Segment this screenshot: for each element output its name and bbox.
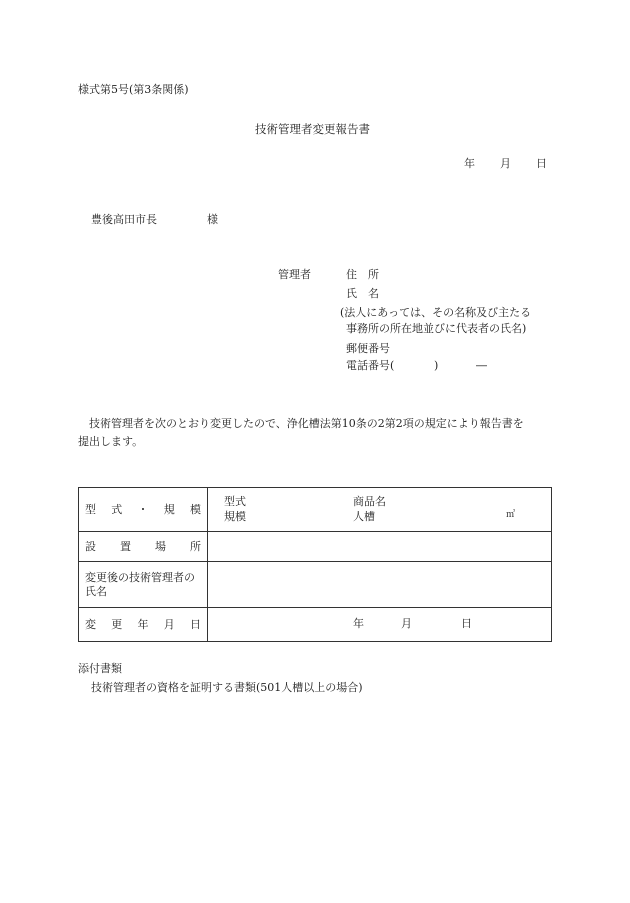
change-month-label: 月 <box>401 617 412 630</box>
table-row <box>79 532 552 562</box>
report-table <box>78 487 552 642</box>
change-date-label: 変更年月日 <box>85 617 201 631</box>
postal-code-label: 郵便番号 <box>346 342 390 355</box>
name-label: 氏 名 <box>346 287 379 300</box>
change-day-label: 日 <box>461 617 472 630</box>
capacity-label: 人槽 <box>353 510 375 523</box>
table-row <box>79 562 552 608</box>
model-scale-value-cell[interactable] <box>208 488 552 532</box>
date-month-label: 月 <box>500 157 511 170</box>
body-text-line1: 技術管理者を次のとおり変更したので、浄化槽法第10条の2第2項の規定により報告書を <box>78 417 524 430</box>
cubic-meter-unit: ㎥ <box>506 510 516 520</box>
change-date-value-cell[interactable] <box>208 608 552 642</box>
body-text-line2: 提出します。 <box>78 435 144 448</box>
date-year-label: 年 <box>464 157 475 170</box>
model-scale-label-cell <box>79 488 208 532</box>
model-label: 型式 <box>224 495 246 508</box>
model-scale-label: 型式・規模 <box>85 502 201 516</box>
new-manager-label-line1: 変更後の技術管理者の <box>85 571 195 585</box>
scale-label: 規模 <box>224 510 246 523</box>
corporate-note-line1: (法人にあっては、その名称及び主たる <box>340 306 532 319</box>
change-date-label-cell <box>79 608 208 642</box>
phone-dash: ― <box>476 359 487 372</box>
new-manager-label-line2: 氏名 <box>85 584 107 598</box>
attachments-item: 技術管理者の資格を証明する書類(501人槽以上の場合) <box>91 681 363 694</box>
location-label: 設置場所 <box>85 539 201 553</box>
change-year-label: 年 <box>353 617 364 630</box>
product-name-label: 商品名 <box>353 495 386 508</box>
new-manager-label-cell <box>79 562 208 608</box>
table-row <box>79 608 552 642</box>
submitter-role: 管理者 <box>278 268 311 281</box>
table-row <box>79 488 552 532</box>
address-label: 住 所 <box>346 268 379 281</box>
new-manager-value-cell[interactable] <box>208 562 552 608</box>
form-number: 様式第5号(第3条関係) <box>78 83 189 96</box>
addressee-name: 豊後高田市長 <box>91 213 157 226</box>
document-title: 技術管理者変更報告書 <box>255 122 370 136</box>
location-value-cell[interactable] <box>208 532 552 562</box>
phone-label: 電話番号( <box>346 359 395 372</box>
addressee-honorific: 様 <box>207 213 218 226</box>
location-label-cell <box>79 532 208 562</box>
phone-paren-close: ) <box>434 359 439 372</box>
attachments-heading: 添付書類 <box>78 662 122 675</box>
date-day-label: 日 <box>536 157 547 170</box>
corporate-note-line2: 事務所の所在地並びに代表者の氏名) <box>346 322 527 335</box>
